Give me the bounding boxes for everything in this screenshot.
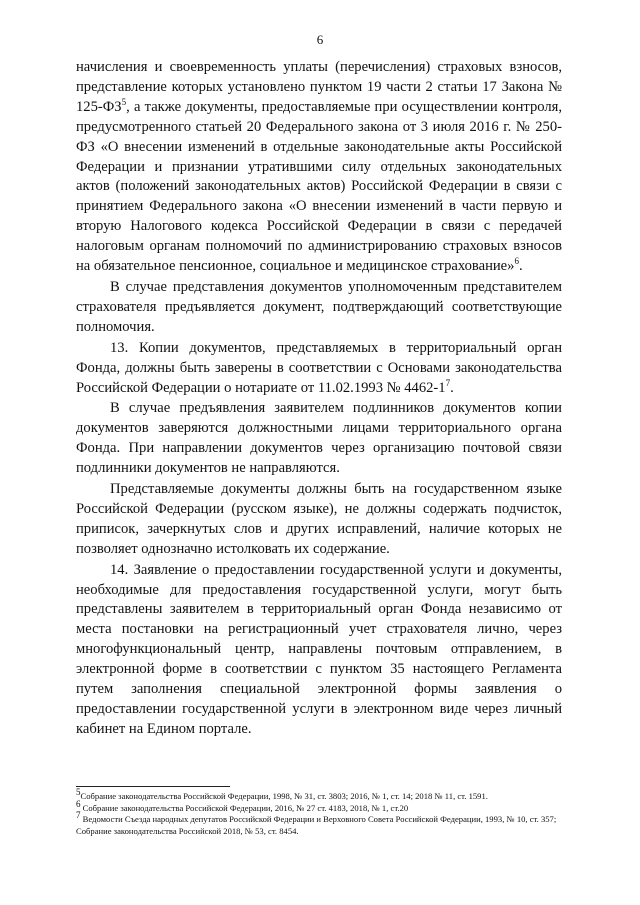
footnote-text: Собрание законодательства Российской Федерации, 2016, № 27 ст. 4183, 2018, № 1, ст.20	[80, 802, 409, 813]
footnote-5	[76, 787, 562, 803]
paragraph-text: Представляемые документы должны быть на государственном языке Российской Федерации (русском языке), не должны содержать подчисток, приписок, зачеркнутых слов и других исправлений, наличие которых не позволяет однозначно истолковать их содержание.	[76, 481, 562, 557]
paragraph-4	[76, 399, 562, 479]
paragraph-text: .	[518, 258, 523, 275]
paragraph-3	[76, 339, 562, 399]
page-number: 6	[316, 32, 324, 47]
paragraph-text: В случае предъявления заявителем подлинников документов копии документов заверяются должностными лицами территориального органа Фонда. При направлении документов через организацию почтовой связи подлинники документов не направляются.	[76, 400, 562, 477]
footnotes	[76, 787, 562, 837]
paragraph-text: .	[450, 379, 454, 396]
paragraph-5	[76, 480, 562, 560]
paragraph-text: 14. Заявление о предоставлении государственной услуги и документы, необходимые для предоставления государственной услуги, могут быть представлены заявителем в территориальный орган Фонда независимо от места постановки на регистрационный учет страхователя лично, через многофункциональный центр, направлены почтовым отправлением, в электронной форме в соответствии с пунктом 35 настоящего Регламента путем заполнения специальной электронной формы заявления о предоставлении государственной услуги в электронном виде через личный кабинет на Едином портале.	[76, 561, 562, 737]
paragraph-1	[76, 58, 562, 277]
footnote-divider	[76, 786, 230, 787]
paragraph-text: начисления и своевременность уплаты (перечисления) страховых взносов, представление которых установлено пунктом 19 части 2 статьи 17 Закона № 125-ФЗ	[76, 59, 562, 115]
footnote-ref: 6	[514, 256, 519, 267]
footnote-mark: 7	[76, 810, 81, 821]
footnote-7	[76, 810, 562, 837]
footnote-mark: 6	[76, 798, 81, 809]
paragraph-text: , а также документы, предоставляемые при осуществлении контроля, предусмотренного статьей 20 Федерального закона от 3 июля 2016 г. № 250-ФЗ «О внесении изменений в отдельные законодательные акты Российской Федерации и признании утратившими силу отдельных законодательных актов (положений законодательных актов) Российской Федерации в связи с принятием Федерального закона «О внесении изменений в части первую и вторую Налогового кодекса Российской Федерации в связи с передачей налоговым органам полномочий по администрированию страховых взносов на обязательное пенсионное, социальное и медицинское страхование»	[76, 98, 562, 275]
paragraph-text: В случае представления документов уполномоченным представителем страхователя предъявляется документ, подтверждающий соответствующие полномочия.	[76, 278, 562, 335]
footnote-ref: 5	[121, 96, 127, 107]
footnote-text: Ведомости Съезда народных депутатов Российской Федерации и Верховного Совета Российской Федерации, 1993, № 10, ст. 357; Собрание законодательства Российской 2018, № 53, ст. 8454.	[76, 814, 557, 836]
footnote-ref: 7	[445, 377, 451, 388]
body-text	[76, 58, 562, 740]
footnote-6	[76, 798, 562, 815]
paragraph-2	[76, 278, 562, 338]
paragraph-text: 13. Копии документов, представляемых в территориальный орган Фонда, должны быть заверены в соответствии с Основами законодательства Российской Федерации о нотариате от 11.02.1993 № 4462-1	[76, 339, 562, 396]
paragraph-6	[76, 561, 562, 740]
footnote-mark: 5	[76, 787, 81, 798]
footnote-text: Собрание законодательства Российской Федерации, 1998, № 31, ст. 3803; 2016, № 1, ст. 14; 2018 № 11, ст. 1591.	[80, 791, 488, 801]
